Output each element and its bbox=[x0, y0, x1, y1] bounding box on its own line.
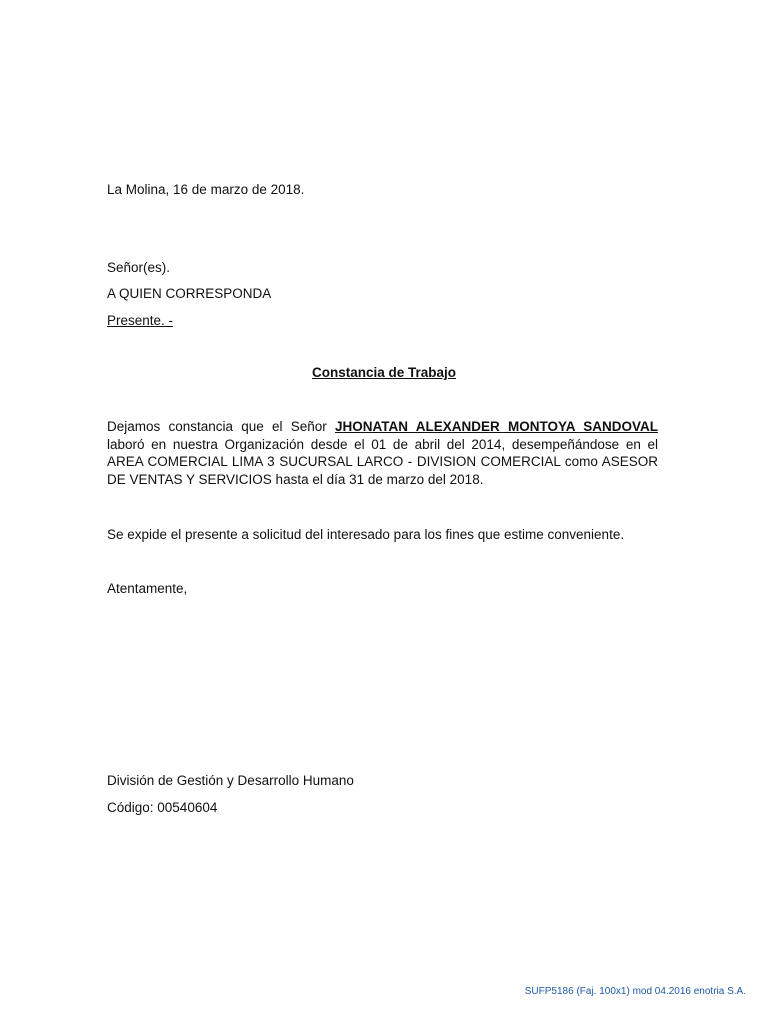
paragraph-rest: laboró en nuestra Organización desde el 01 de abril del 2014, desempeñándose en el AREA COMERCIAL LIMA 3 SUCURSAL LARCO - DIVISION COMERCIAL como ASESOR DE VENTAS Y SERVICIOS hasta el día 31 de marzo del 2018. bbox=[107, 436, 658, 487]
purpose-paragraph: Se expide el presente a solicitud del interesado para los fines que estime conveniente. bbox=[107, 527, 625, 542]
salutation-presente: Presente. - bbox=[107, 313, 174, 328]
place-date: La Molina, 16 de marzo de 2018. bbox=[107, 182, 305, 197]
signature-code: Código: 00540604 bbox=[107, 800, 218, 815]
salutation-senores: Señor(es). bbox=[107, 260, 171, 275]
footer-reference: SUFP5186 (Faj. 100x1) mod 04.2016 enotria S.A. bbox=[524, 986, 746, 997]
employee-name: JHONATAN ALEXANDER MONTOYA SANDOVAL bbox=[335, 419, 658, 434]
document-title: Constancia de Trabajo bbox=[311, 365, 457, 380]
closing: Atentamente, bbox=[107, 581, 188, 596]
salutation-recipient: A QUIEN CORRESPONDA bbox=[107, 286, 272, 301]
certification-paragraph bbox=[107, 418, 658, 488]
paragraph-intro: Dejamos constancia que el Señor bbox=[107, 419, 336, 434]
signature-division: División de Gestión y Desarrollo Humano bbox=[107, 773, 354, 788]
